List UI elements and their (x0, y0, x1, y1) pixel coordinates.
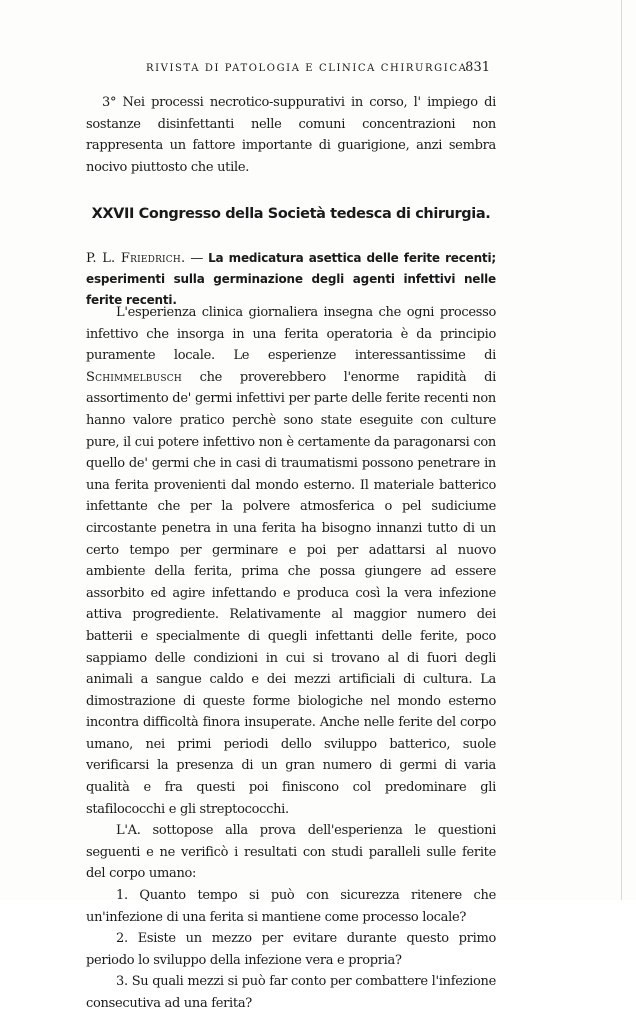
cited-author: Schimmelbusch (86, 369, 182, 385)
intro-paragraph: 3° Nei processi necrotico-suppurativi in corso, l' impiego di sostanze disinfettanti nelle comuni concentrazioni non rappresenta un fattore importante di guarigione, anzi sembra nocivo piuttosto che utile. (86, 95, 496, 175)
page-edge-line (621, 0, 622, 900)
article-title: La medicatura asettica delle ferite recenti; esperimenti sulla germinazione degli agenti infettivi nelle ferite recenti. (86, 251, 496, 307)
body-paragraph-2: L'A. sottopose alla prova dell'esperienza le questioni seguenti e ne verificò i resultati con studi paralleli sulle ferite del corpo umano: (86, 823, 496, 882)
paragraph-1-text-b: che proverebbero l'enorme rapidità di assortimento de' germi infettivi per parte delle ferite recenti non hanno valore pratico perchè sono state eseguite con culture pure, il cui potere infettivo non è certamente da paragonarsi con quello de' germi che in casi di traumatismi possono penetrare in una ferita provenienti dal mondo esterno. Il materiale batterico infettante che per la polvere atmosferica o pel sudiciume circostante penetra in una ferita ha bisogno innanzi tutto di un certo tempo per germinare e poi per adattarsi al nuovo ambiente della ferita, prima che possa giungere ad essere assorbito ed agire infettando e produca così la vera infezione attiva progrediente. Relativamente al maggior numero dei batterii e specialmente di quegli infettanti delle ferite, poco sappiamo delle condizioni in cui si trovano al di fuori degli animali a sangue caldo e dei mezzi artificiali di cultura. La dimostrazione di queste forme biologiche nel mondo esterno incontra difficoltà finora insuperate. Anche nelle ferite del corpo umano, nei primi periodi dello sviluppo batterico, suole verificarsi la presenza di un gran numero di germi di varia qualità e fra questi poi finiscono col predominare gli stafilococchi e gli streptococchi. (86, 369, 496, 817)
page-number: 831 (465, 60, 490, 75)
running-head (86, 60, 490, 80)
intro-paragraph-block (86, 92, 496, 178)
article-body (86, 302, 496, 1015)
author-separator: — (185, 251, 209, 266)
question-1: 1. Quanto tempo si può con sicurezza ritenere che un'infezione di una ferita si mantiene come processo locale? (86, 888, 496, 925)
article-author: P. L. Friedrich. (86, 251, 186, 266)
body-paragraph-1 (86, 302, 496, 820)
section-heading: XXVII Congresso della Società tedesca di chirurgia. (91, 206, 491, 222)
question-3: 3. Su quali mezzi si può far conto per combattere l'infezione consecutiva ad una ferita? (86, 974, 496, 1011)
paragraph-1-text-a: L'esperienza clinica giornaliera insegna che ogni processo infettivo che insorga in una ferita operatoria è da principio puramente locale. Le esperienze interessantissime di (86, 305, 496, 364)
question-2: 2. Esiste un mezzo per evitare durante questo primo periodo lo sviluppo della infezione vera e propria? (86, 931, 496, 968)
journal-title: RIVISTA DI PATOLOGIA E CLINICA CHIRURGICA (146, 63, 468, 74)
